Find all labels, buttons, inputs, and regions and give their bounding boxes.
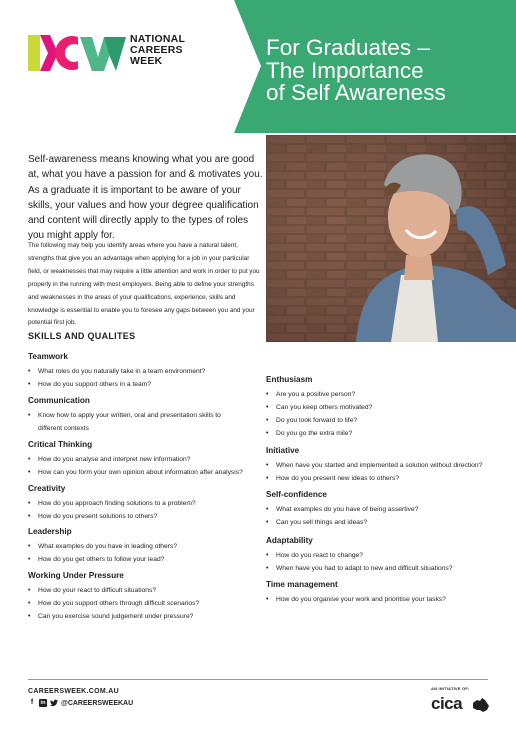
list-item: • What examples do you have in leading others? (28, 540, 264, 553)
graduate-photo (266, 135, 516, 342)
ncw-logo-wordmark (130, 34, 185, 67)
section-heading: Initiative (266, 446, 300, 455)
section-heading: Working Under Pressure (28, 571, 124, 580)
list-item: • How do you present solutions to others? (28, 510, 264, 523)
list-item: • Know how to apply your written, oral and presentation skills to (28, 409, 264, 422)
list-item: • How do you support others in a team? (28, 378, 264, 391)
list-item: • Can you exercise sound judgement under pressure? (28, 610, 264, 623)
intro-paragraph: Self-awareness means knowing what you are good at, what you have a passion for and & motivates you. As a graduate it is important to be aware of your skills, your values and how your degree qualification and content will directly apply to the types of roles you might apply for. (28, 154, 263, 242)
footer-social (28, 699, 133, 707)
section-initiative (266, 444, 501, 485)
page-title (266, 37, 506, 105)
logo-line-1: NATIONAL (130, 33, 186, 45)
section-heading: Critical Thinking (28, 440, 93, 449)
section-heading: Adaptability (266, 536, 313, 545)
list-item: • How do you analyse and interpret new information? (28, 453, 264, 466)
footer-website-link[interactable]: CAREERSWEEK.COM.AU (28, 688, 119, 695)
section-heading: Enthusiasm (266, 375, 313, 384)
twitter-icon[interactable] (50, 699, 58, 707)
section-time-management (266, 578, 501, 606)
list-item: • Do you go the extra mile? (266, 427, 501, 440)
list-item: • What roles do you naturally take in a team environment? (28, 365, 264, 378)
section-communication (28, 394, 264, 435)
title-line-3: of Self Awareness (266, 80, 446, 105)
list-item: • How do you support others through difficult scenarios? (28, 597, 264, 610)
section-heading: Communication (28, 396, 90, 405)
section-self-confidence (266, 488, 501, 529)
cica-wordmark: cica (431, 694, 463, 713)
title-line-1: For Graduates – (266, 35, 430, 60)
list-item: • Can you sell things and ideas? (266, 516, 501, 529)
section-leadership (28, 525, 264, 566)
social-handle[interactable]: @CAREERSWEEKAU (61, 699, 134, 707)
section-adaptability (266, 534, 501, 575)
section-enthusiasm (266, 373, 501, 440)
section-creativity (28, 482, 264, 523)
list-item: • When have you started and implemented a solution without direction? (266, 459, 501, 472)
cica-logo (431, 686, 491, 716)
list-item: • What examples do you have of being assertive? (266, 503, 501, 516)
section-heading: Creativity (28, 484, 66, 493)
initiative-label: AN INITIATIVE OF: (431, 686, 470, 691)
section-heading: Leadership (28, 527, 72, 536)
logo-line-3: WEEK (130, 55, 163, 67)
section-teamwork (28, 350, 264, 391)
body-paragraph: The following may help you identify areas where you have a natural talent, strengths that give you an advantage when applying for a job in your particular field, or weaknesses that may require a little attention and work in order to put you properly in the running with most employers. Being able to define your strengths and weaknesses in the areas of your qualifications, experience, skills and knowledge is essential to enable you to foresee any gaps between you and your potential first job. (28, 242, 260, 327)
australia-map-icon (471, 697, 490, 713)
section-heading: Self-confidence (266, 490, 327, 499)
list-item: • How can you form your own opinion about information after analysis? (28, 466, 264, 479)
list-item: • Are you a positive person? (266, 388, 501, 401)
list-item: • How do you approach finding solutions to a problem? (28, 497, 264, 510)
section-heading: Teamwork (28, 352, 68, 361)
title-line-2: The Importance (266, 57, 424, 83)
list-item: • How do you present new ideas to others? (266, 472, 501, 485)
list-item-continuation: different contexts (38, 425, 89, 432)
list-item: • How do you get others to follow your lead? (28, 553, 264, 566)
list-item: • How do you react to change? (266, 549, 501, 562)
list-item: • When have you had to adapt to new and difficult situations? (266, 562, 501, 575)
facebook-icon[interactable]: f (30, 699, 34, 706)
list-item: • Can you keep others motivated? (266, 401, 501, 414)
footer-divider (28, 679, 488, 680)
linkedin-icon[interactable]: in (40, 700, 46, 706)
section-heading: Time management (266, 580, 338, 589)
ncw-logo (28, 31, 268, 75)
list-item: • How do you organise your work and prioritise your tasks? (266, 593, 501, 606)
list-item: • Do you look forward to life? (266, 414, 501, 427)
section-working-under-pressure (28, 569, 264, 623)
skills-heading: SKILLS AND QUALITES (28, 331, 136, 341)
logo-line-2: CAREERS (130, 44, 183, 56)
ncw-logo-mark (28, 31, 128, 75)
section-critical-thinking (28, 438, 264, 479)
list-item: • How do your react to difficult situations? (28, 584, 264, 597)
